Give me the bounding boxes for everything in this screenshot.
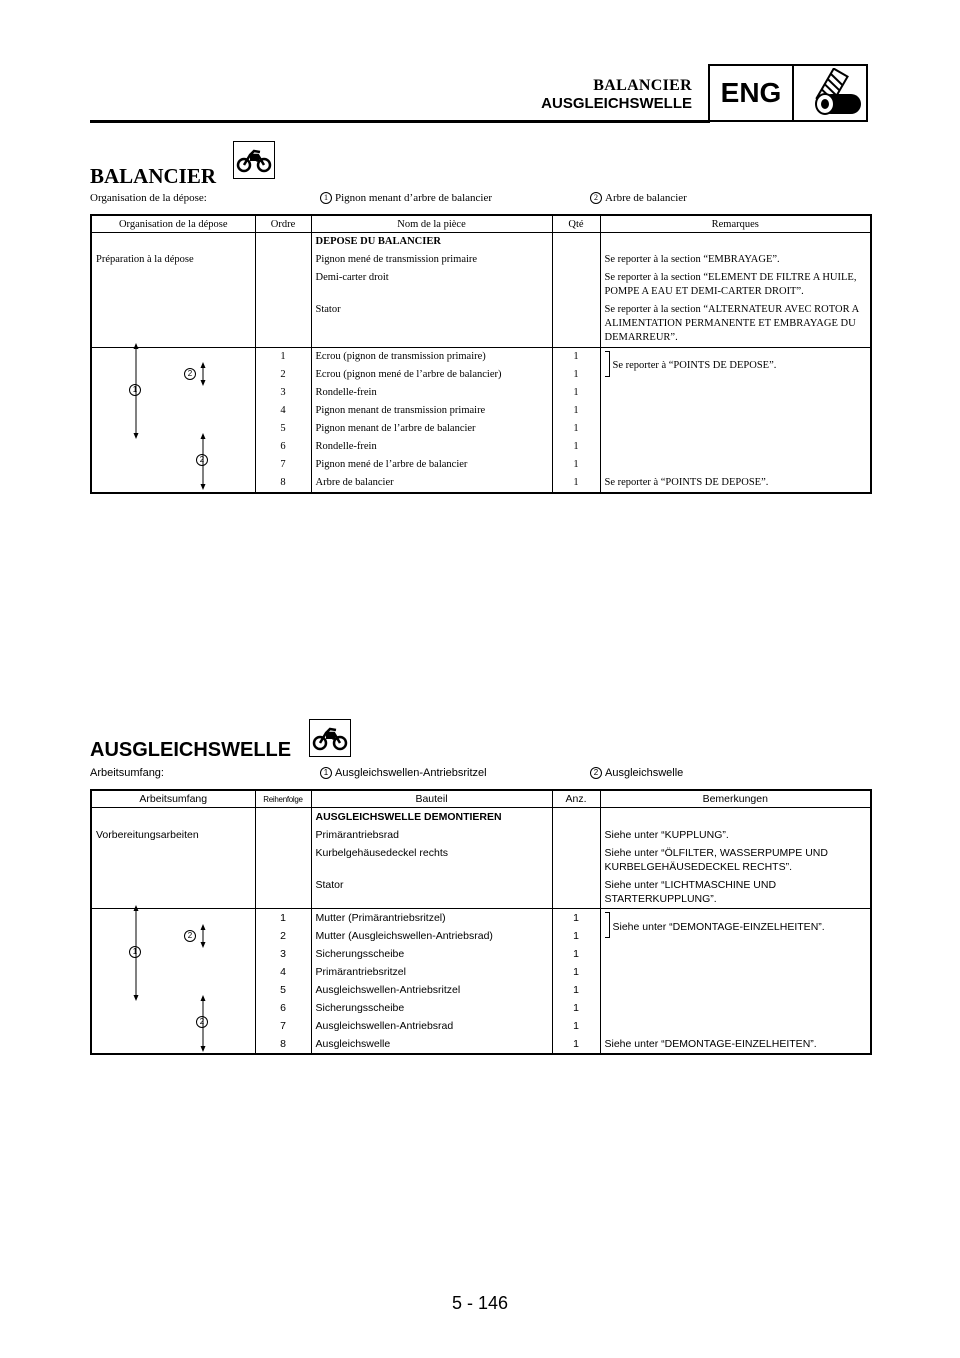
table-row: 4 Pignon menant de transmission primaire 1: [91, 402, 871, 420]
sequence-label: 1: [129, 946, 141, 958]
column-header: Nom de la pièce: [311, 215, 552, 233]
column-header: Anz.: [552, 790, 600, 808]
table-row: DEPOSE DU BALANCIER: [91, 233, 871, 252]
sequence-label: 2: [196, 454, 208, 466]
section-title-fr: BALANCIER: [90, 164, 217, 188]
table-row: 5 Pignon menant de l’arbre de balancier 1: [91, 420, 871, 438]
eng-badge: [708, 64, 868, 122]
header-title-de: AUSGLEICHSWELLE: [541, 95, 692, 112]
bracket-remark: Se reporter à “POINTS DE DEPOSE”.: [612, 360, 777, 371]
table-row: Préparation à la dépose Pignon mené de transmission primaire Se reporter à la section “EMBRAYAGE”.: [91, 251, 871, 269]
table-row: 6 Rondelle-frein 1: [91, 438, 871, 456]
bracket-remark: Siehe unter “DEMONTAGE-EINZELHEITEN”.: [612, 921, 825, 933]
sequence-arrows-fr: [125, 343, 220, 491]
table-row: 3 Sicherungsscheibe 1: [91, 945, 871, 963]
column-header: Ordre: [255, 215, 311, 233]
motorcycle-icon: [233, 141, 275, 179]
table-row: 2 Mutter (Ausgleichswellen-Antriebsrad) 1: [91, 927, 871, 945]
table-row: AUSGLEICHSWELLE DEMONTIEREN: [91, 808, 871, 827]
sequence-label: 2: [184, 930, 196, 942]
column-header: Qté: [552, 215, 600, 233]
table-row: 1 Mutter (Primärantriebsritzel) 1 Siehe unter “DEMONTAGE-EINZELHEITEN”.: [91, 909, 871, 928]
header-title-fr: BALANCIER: [593, 77, 692, 94]
table-row: 4 Primärantriebsritzel 1: [91, 963, 871, 981]
scope-label: Arbeitsumfang:: [90, 767, 164, 779]
table-row: Stator Siehe unter “LICHTMASCHINE UND STARTERKUPPLUNG”.: [91, 876, 871, 909]
header-rule: [90, 120, 710, 123]
section-title-de: AUSGLEICHSWELLE: [90, 739, 292, 761]
scope-item-1: 1 Ausgleichswellen-Antriebsritzel: [320, 767, 487, 779]
table-row: 3 Rondelle-frein 1: [91, 384, 871, 402]
sequence-label: 1: [129, 384, 141, 396]
column-header: Bemerkungen: [600, 790, 871, 808]
column-header: Bauteil: [311, 790, 552, 808]
table-header: [91, 790, 871, 808]
scope-item-2: 2 Ausgleichswelle: [590, 767, 683, 779]
table-row: 6 Sicherungsscheibe 1: [91, 999, 871, 1017]
table-row: 7 Ausgleichswellen-Antriebsrad 1: [91, 1017, 871, 1035]
scope-item-2: 2 Arbre de balancier: [590, 192, 687, 204]
table-row: 8 Ausgleichswelle 1 Siehe unter “DEMONTAGE-EINZELHEITEN”.: [91, 1035, 871, 1054]
sequence-label: 2: [196, 1016, 208, 1028]
column-header: Arbeitsumfang: [91, 790, 255, 808]
table-row: 2 Ecrou (pignon mené de l’arbre de balancier) 1: [91, 366, 871, 384]
table-header: [91, 215, 871, 233]
callout-number: 1: [320, 192, 332, 204]
table-row: 7 Pignon mené de l’arbre de balancier 1: [91, 456, 871, 474]
scope-label: Organisation de la dépose:: [90, 192, 207, 204]
table-row: 5 Ausgleichswellen-Antriebsritzel 1: [91, 981, 871, 999]
callout-number: 2: [590, 192, 602, 204]
table-row: 1 Ecrou (pignon de transmission primaire) 1 Se reporter à “POINTS DE DEPOSE”.: [91, 348, 871, 367]
motorcycle-icon: [309, 719, 351, 757]
eng-label: ENG: [710, 66, 794, 120]
sequence-label: 2: [184, 368, 196, 380]
column-header: Reihenfolge: [255, 790, 311, 808]
table-row: 8 Arbre de balancier 1 Se reporter à “POINTS DE DEPOSE”.: [91, 474, 871, 493]
column-header: Remarques: [600, 215, 871, 233]
bolt-in-tube-icon: [794, 66, 866, 120]
column-header: Organisation de la dépose: [91, 215, 255, 233]
sequence-arrows-de: [125, 905, 220, 1053]
callout-number: 2: [590, 767, 602, 779]
table-row: Demi-carter droit Se reporter à la section “ELEMENT DE FILTRE A HUILE, POMPE A EAU ET DEMI-CARTER DROIT”.: [91, 269, 871, 301]
table-row: Stator Se reporter à la section “ALTERNATEUR AVEC ROTOR A ALIMENTATION PERMANENTE ET EMBRAYAGE DU DEMARREUR”.: [91, 301, 871, 348]
table-row: Kurbelgehäusedeckel rechts Siehe unter “ÖLFILTER, WASSERPUMPE UND KURBELGEHÄUSEDECKEL RECHTS”.: [91, 844, 871, 876]
table-row: Vorbereitungsarbeiten Primärantriebsrad Siehe unter “KUPPLUNG”.: [91, 826, 871, 844]
callout-number: 1: [320, 767, 332, 779]
page-number: 5 - 146: [451, 1293, 509, 1313]
scope-item-1: 1 Pignon menant d’arbre de balancier: [320, 192, 492, 204]
